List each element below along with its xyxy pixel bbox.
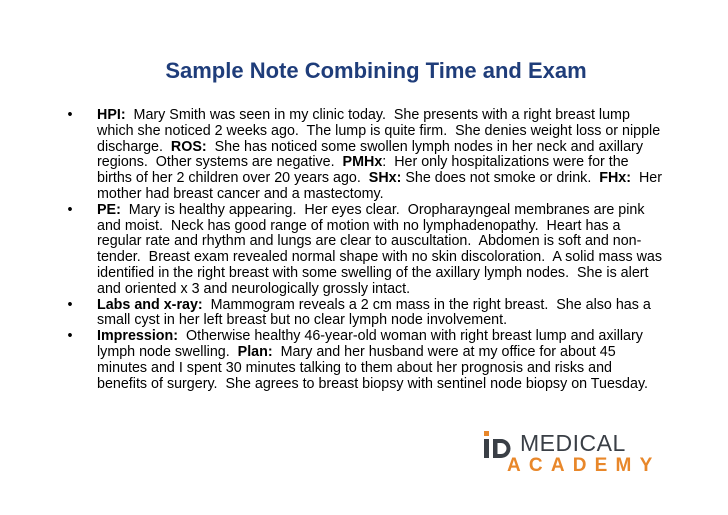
note-text: Mary Smith was seen in my clinic today. She presents with a right breast lump which she noticed 2 weeks ago. The lump is quite firm. She denies weight loss or nipple discharge. bbox=[97, 107, 665, 155]
bullet-icon: • bbox=[67, 201, 73, 218]
note-text: Her mother had breast cancer and a mastectomy. bbox=[97, 170, 666, 202]
note-text: Otherwise healthy 46-year-old woman with right breast lump and axillary lymph node swelling. bbox=[97, 328, 647, 360]
note-heading: ROS: bbox=[170, 138, 207, 155]
note-text: Mammogram reveals a 2 cm mass in the right breast. She also has a small cyst in her left breast but no clear lymph node involvement. bbox=[97, 296, 655, 329]
note-heading: Labs and x-ray: bbox=[97, 296, 203, 313]
note-heading: Impression: bbox=[97, 328, 179, 345]
note-item bbox=[64, 203, 664, 298]
note-item bbox=[64, 298, 664, 330]
bullet-icon: • bbox=[67, 107, 73, 123]
note-item bbox=[64, 108, 664, 203]
note-text: She has noticed some swollen lymph nodes in her neck and axillary regions. Other systems are negative. bbox=[97, 138, 647, 171]
note-item bbox=[64, 329, 664, 392]
note-heading: HPI: bbox=[97, 107, 126, 123]
note-text: She does not smoke or drink. bbox=[401, 170, 600, 187]
note-heading: PE: bbox=[97, 201, 121, 218]
note-heading: Plan: bbox=[237, 343, 273, 360]
brand-logo bbox=[482, 428, 662, 476]
logo-text-academy: ACADEMY bbox=[507, 455, 661, 476]
note-text: : Her only hospitalizations were for the births of her 2 children over 20 years ago. bbox=[97, 154, 633, 187]
slide-title: Sample Note Combining Time and Exam bbox=[165, 58, 587, 83]
logo-text-medical: MEDICAL bbox=[520, 430, 626, 456]
bullet-icon: • bbox=[67, 296, 73, 313]
note-heading: PMHx bbox=[342, 154, 383, 171]
bullet-icon: • bbox=[67, 328, 73, 345]
note-heading: FHx: bbox=[599, 170, 632, 187]
note-text: Mary and her husband were at my office for about 45 minutes and I spent 30 minutes talking to them about her prognosis and risks and benefits of surgery. She agrees to breast biopsy with sentinel node biopsy on Tuesday. bbox=[97, 343, 649, 392]
note-text: Mary is healthy appearing. Her eyes clear. Oropharayngeal membranes are pink and moist. Neck has good range of motion with no lymphadenopathy. Heart has a regular rate and rhythm and lungs are clear to auscultation. Abdomen is soft and non-tender. Breast exam revealed normal shape with no skin discoloration. A solid mass was identified in the right breast with some swelling of the axillary lymph nodes. She is alert and oriented x 3 and neurologically grossly intact. bbox=[97, 201, 666, 297]
note-list bbox=[64, 108, 664, 392]
note-heading: SHx: bbox=[368, 170, 402, 187]
